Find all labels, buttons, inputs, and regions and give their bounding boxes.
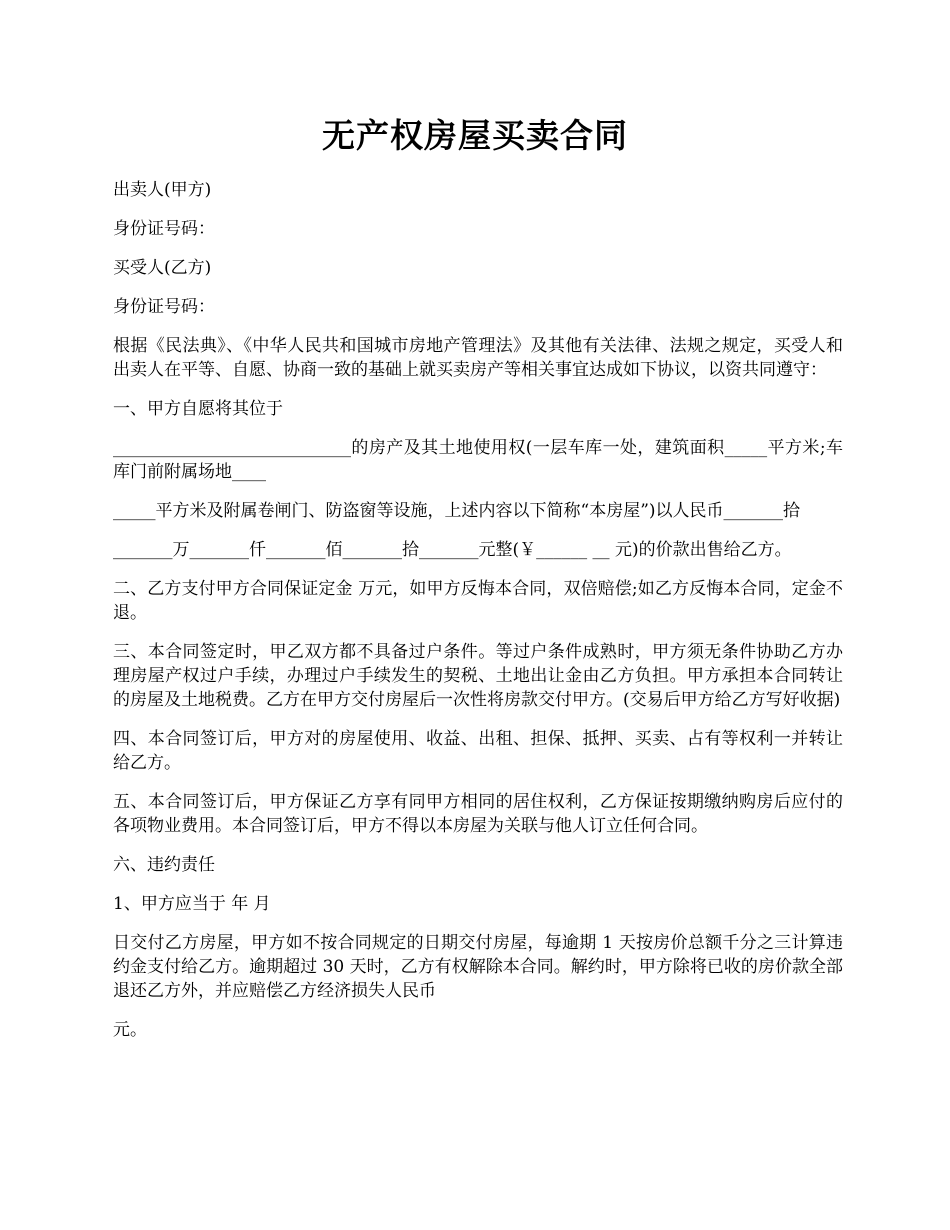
clause-1-price-line: _______万_______仟_______佰_______拾_______元整(￥______ __ 元)的价款出售给乙方。 <box>113 540 792 560</box>
document-body <box>113 178 843 1057</box>
clause-6-1-end: 元。 <box>113 1020 147 1040</box>
clause-1-property-line: ____________________________的房产及其土地使用权(一层车库一处，建筑面积_____平方米;车库门前附属场地____ <box>113 438 843 482</box>
buyer-label: 买受人(乙方) <box>113 258 212 278</box>
clause-6-heading: 六、违约责任 <box>113 855 215 875</box>
clause-1-area-line: _____平方米及附属卷闸门、防盗窗等设施，上述内容以下简称“本房屋”)以人民币_______拾 <box>113 501 801 521</box>
clause-5-paragraph: 五、本合同签订后，甲方保证乙方享有同甲方相同的居住权利，乙方保证按期缴纳购房后应付的各项物业费用。本合同签订后，甲方不得以本房屋为关联与他人订立任何合同。 <box>113 792 843 836</box>
seller-id-label: 身份证号码： <box>113 219 215 239</box>
clause-3-paragraph: 三、本合同签定时，甲乙双方都不具备过户条件。等过户条件成熟时，甲方须无条件协助乙方办理房屋产权过户手续，办理过户手续发生的契税、土地出让金由乙方负担。甲方承担本合同转让的房屋及土地税费。乙方在甲方交付房屋后一次性将房款交付甲方。(交易后甲方给乙方写好收据) <box>113 642 843 710</box>
preamble-paragraph: 根据《民法典》、《中华人民共和国城市房地产管理法》及其他有关法律、法规之规定，买受人和出卖人在平等、自愿、协商一致的基础上就买卖房产等相关事宜达成如下协议，以资共同遵守： <box>113 336 843 380</box>
clause-4-paragraph: 四、本合同签订后，甲方对的房屋使用、收益、出租、担保、抵押、买卖、占有等权利一并转让给乙方。 <box>113 729 843 773</box>
clause-2-paragraph: 二、乙方支付甲方合同保证定金 万元，如甲方反悔本合同，双倍赔偿;如乙方反悔本合同，定金不退。 <box>113 579 843 623</box>
buyer-id-label: 身份证号码： <box>113 297 215 317</box>
document-title: 无产权房屋买卖合同 <box>322 116 628 155</box>
clause-6-1-intro: 1、甲方应当于 年 月 <box>113 894 271 914</box>
seller-label: 出卖人(甲方) <box>113 180 212 200</box>
clause-6-1-body: 日交付乙方房屋，甲方如不按合同规定的日期交付房屋，每逾期 1 天按房价总额千分之三计算违约金支付给乙方。逾期超过 30 天时，乙方有权解除本合同。解约时，甲方除将已收的房价款全部退还乙方外，并应赔偿乙方经济损失人民币 <box>113 933 843 1001</box>
clause-1-heading: 一、甲方自愿将其位于 <box>113 399 283 419</box>
